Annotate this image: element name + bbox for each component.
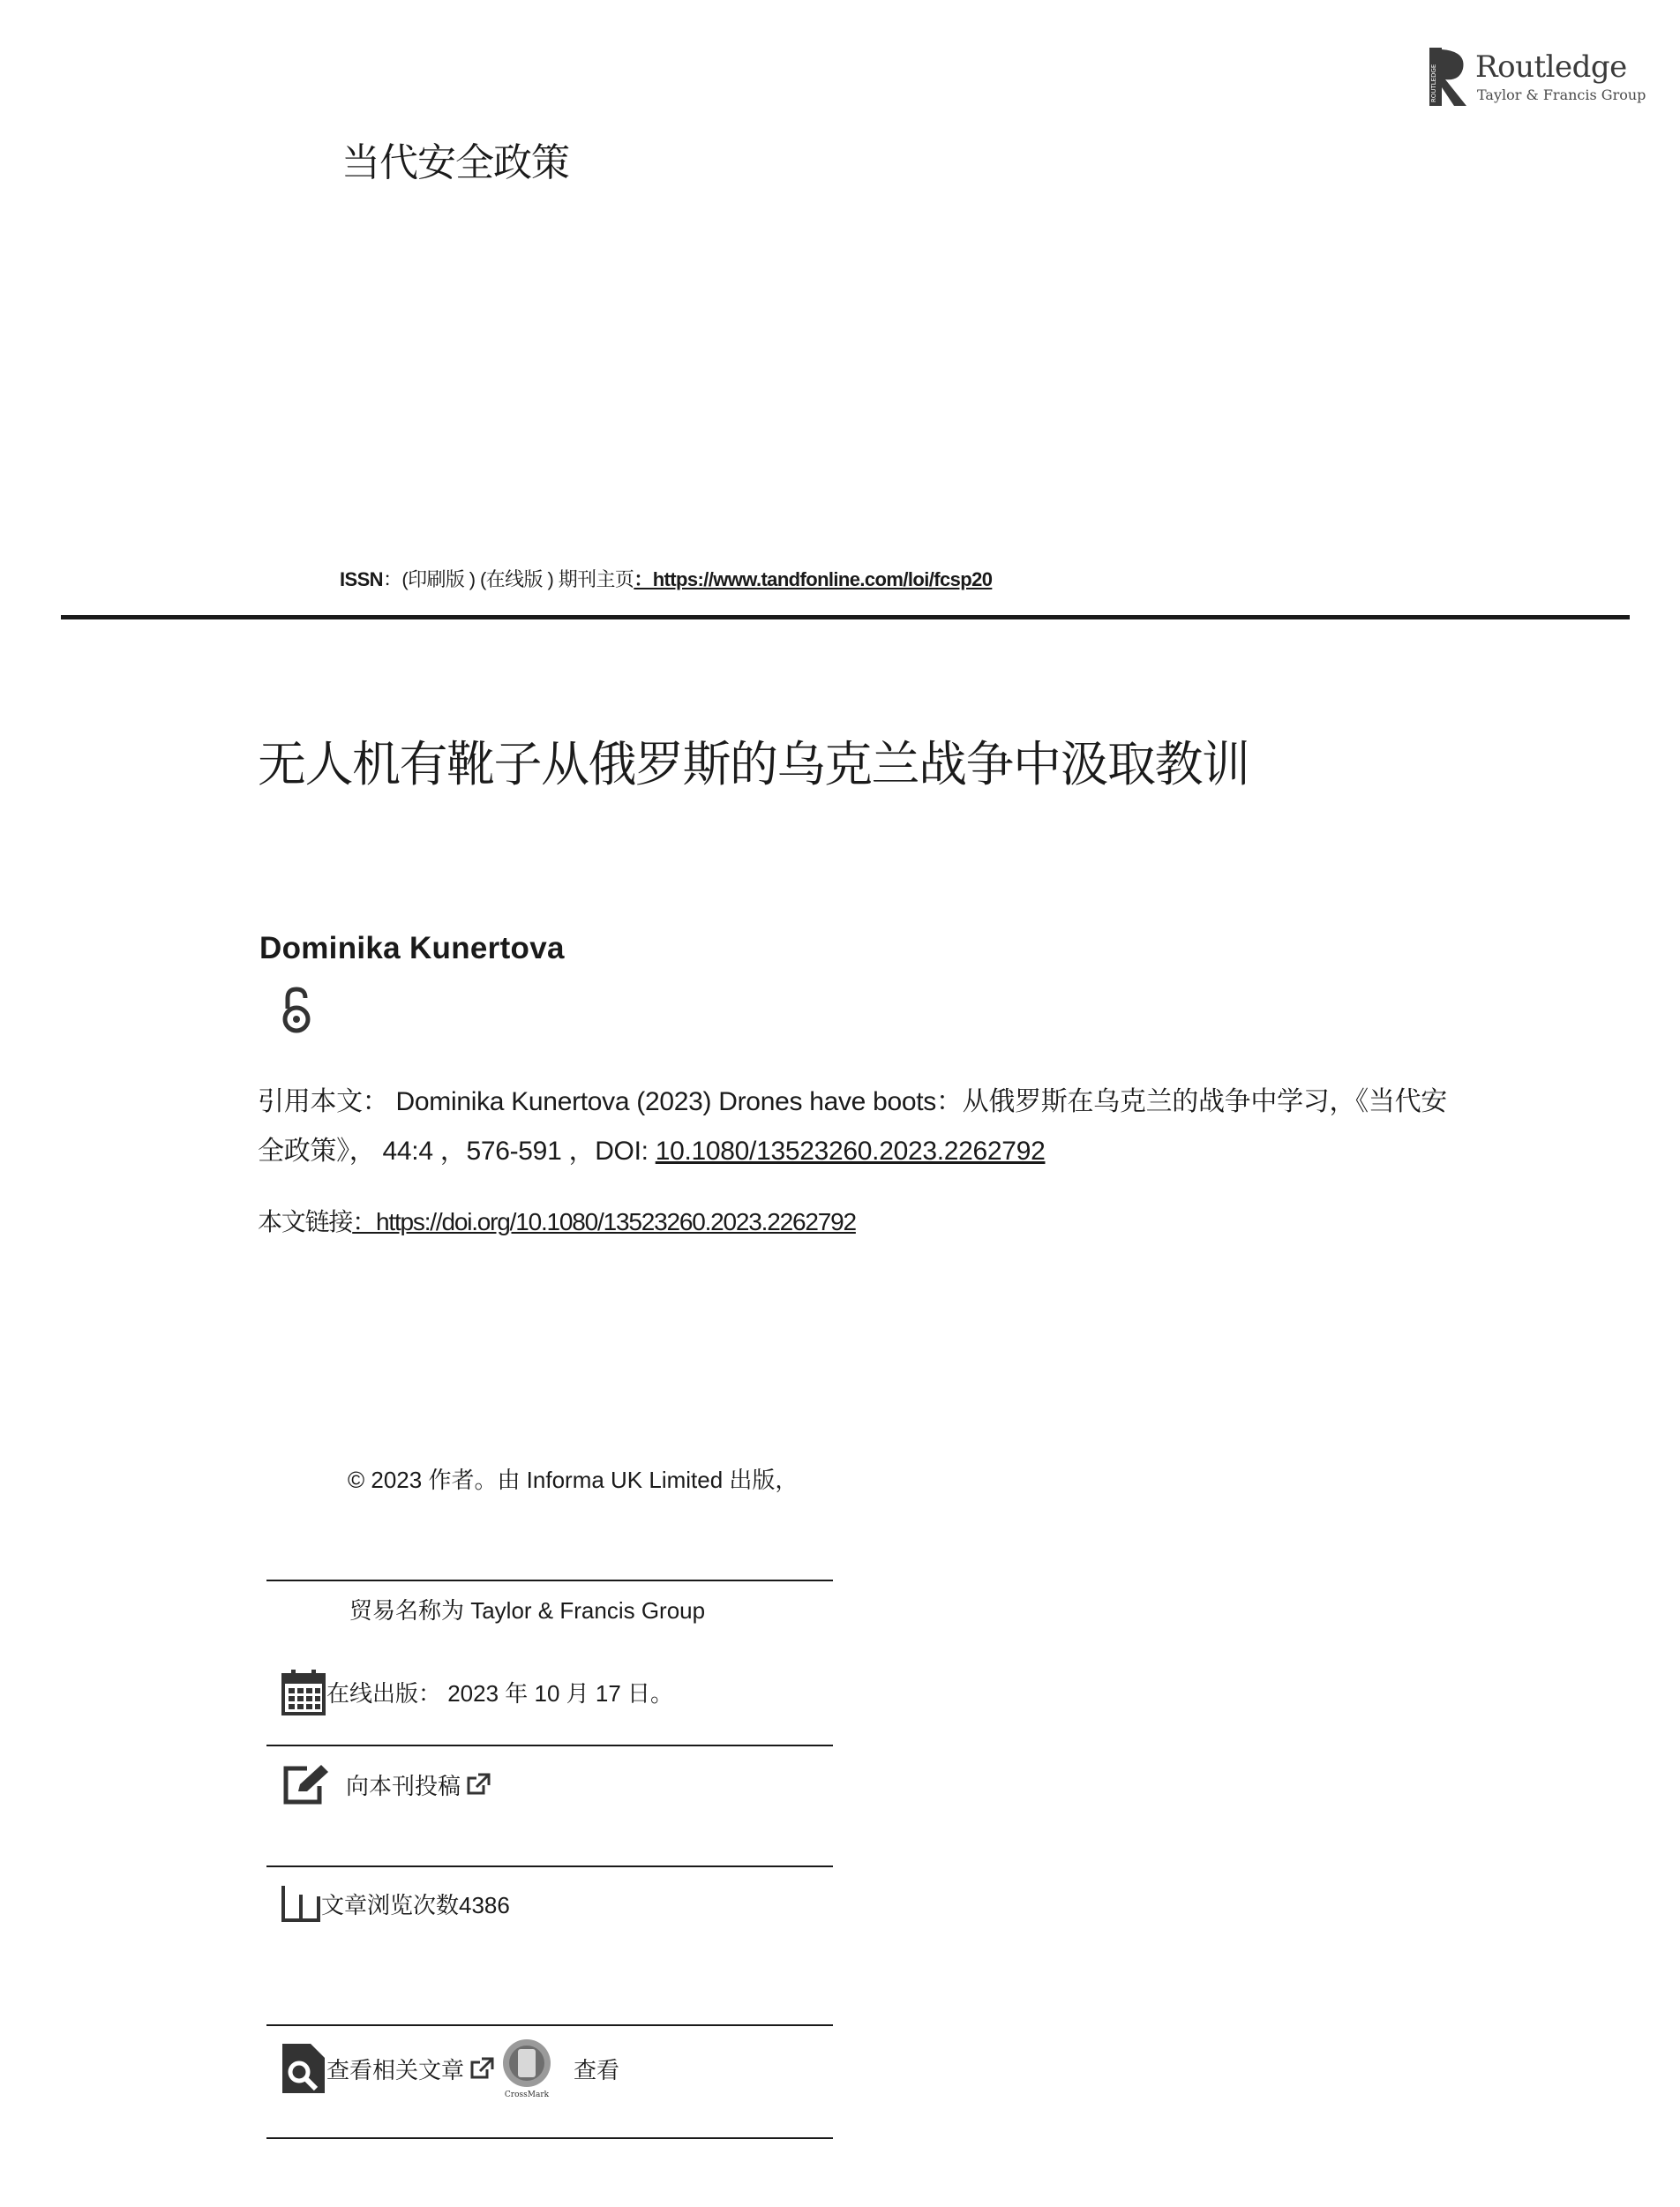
header-divider [61,615,1630,619]
citation-text: 引用本文： Dominika Kunertova (2023) Drones have boots：从俄罗斯在乌克兰的战争中学习，《当代安全政策》， 44:4 ，576-591 ，DOI: [258,1087,1447,1166]
external-link-icon [466,1773,491,1796]
issn-label: ISSN [340,568,383,590]
citation [258,1077,1458,1176]
submit-article-link[interactable]: 向本刊投稿 [346,1772,461,1799]
article-link-label: 本文链接 [258,1208,353,1235]
article-views-label: 文章浏览次数4386 [321,1891,510,1918]
divider [266,2137,833,2139]
article-link-url[interactable]: ：https://doi.org/10.1080/13523260.2023.2262792 [352,1208,856,1235]
article-title: 无人机有靴子从俄罗斯的乌克兰战争中汲取教训 [258,737,1249,792]
divider [266,1745,833,1746]
published-date-label: 在线出版： 2023 年 10 月 17 日。 [326,1679,674,1707]
edit-icon [281,1763,334,1805]
search-document-icon [281,2042,326,2095]
svg-text:CrossMark: CrossMark [504,2091,550,2099]
open-access-icon [281,986,312,1035]
publisher-logo[interactable] [1428,46,1646,109]
bar-chart-icon [281,1884,321,1923]
publisher-name: Routledge [1475,49,1627,85]
related-articles-link[interactable]: 查看相关文章 [326,2056,465,2083]
divider [266,1580,833,1581]
citation-doi-link[interactable]: 10.1080/13523260.2023.2262792 [655,1137,1046,1166]
crossmark-icon[interactable] [499,2037,554,2100]
routledge-mark-icon [1428,46,1468,108]
published-date-row [281,1668,673,1715]
divider [266,1865,833,1867]
calendar-icon [281,1668,326,1715]
divider [266,2024,833,2026]
article-link [258,1203,856,1238]
submit-article-row[interactable] [281,1763,491,1805]
article-views-row [281,1884,510,1923]
publisher-group: Taylor & Francis Group [1477,86,1646,103]
journal-title: 当代安全政策 [341,141,569,184]
journal-homepage-link[interactable]: ：https://www.tandfonline.com/loi/fcsp20 [634,568,993,590]
issn-text: ：(印刷版 ) (在线版 ) 期刊主页 [382,568,634,590]
copyright-notice: © 2023 作者。由 Informa UK Limited 出版， [348,1467,799,1493]
external-link-icon [469,2057,494,2080]
author-name[interactable]: Dominika Kunertova [259,931,565,965]
issn-line [340,565,992,592]
svg-text:ROUTLEDGE: ROUTLEDGE [1430,64,1437,102]
related-articles-row [281,2037,619,2100]
trade-name: 贸易名称为 Taylor & Francis Group [349,1597,706,1624]
crossmark-link[interactable]: 查看 [574,2056,620,2083]
